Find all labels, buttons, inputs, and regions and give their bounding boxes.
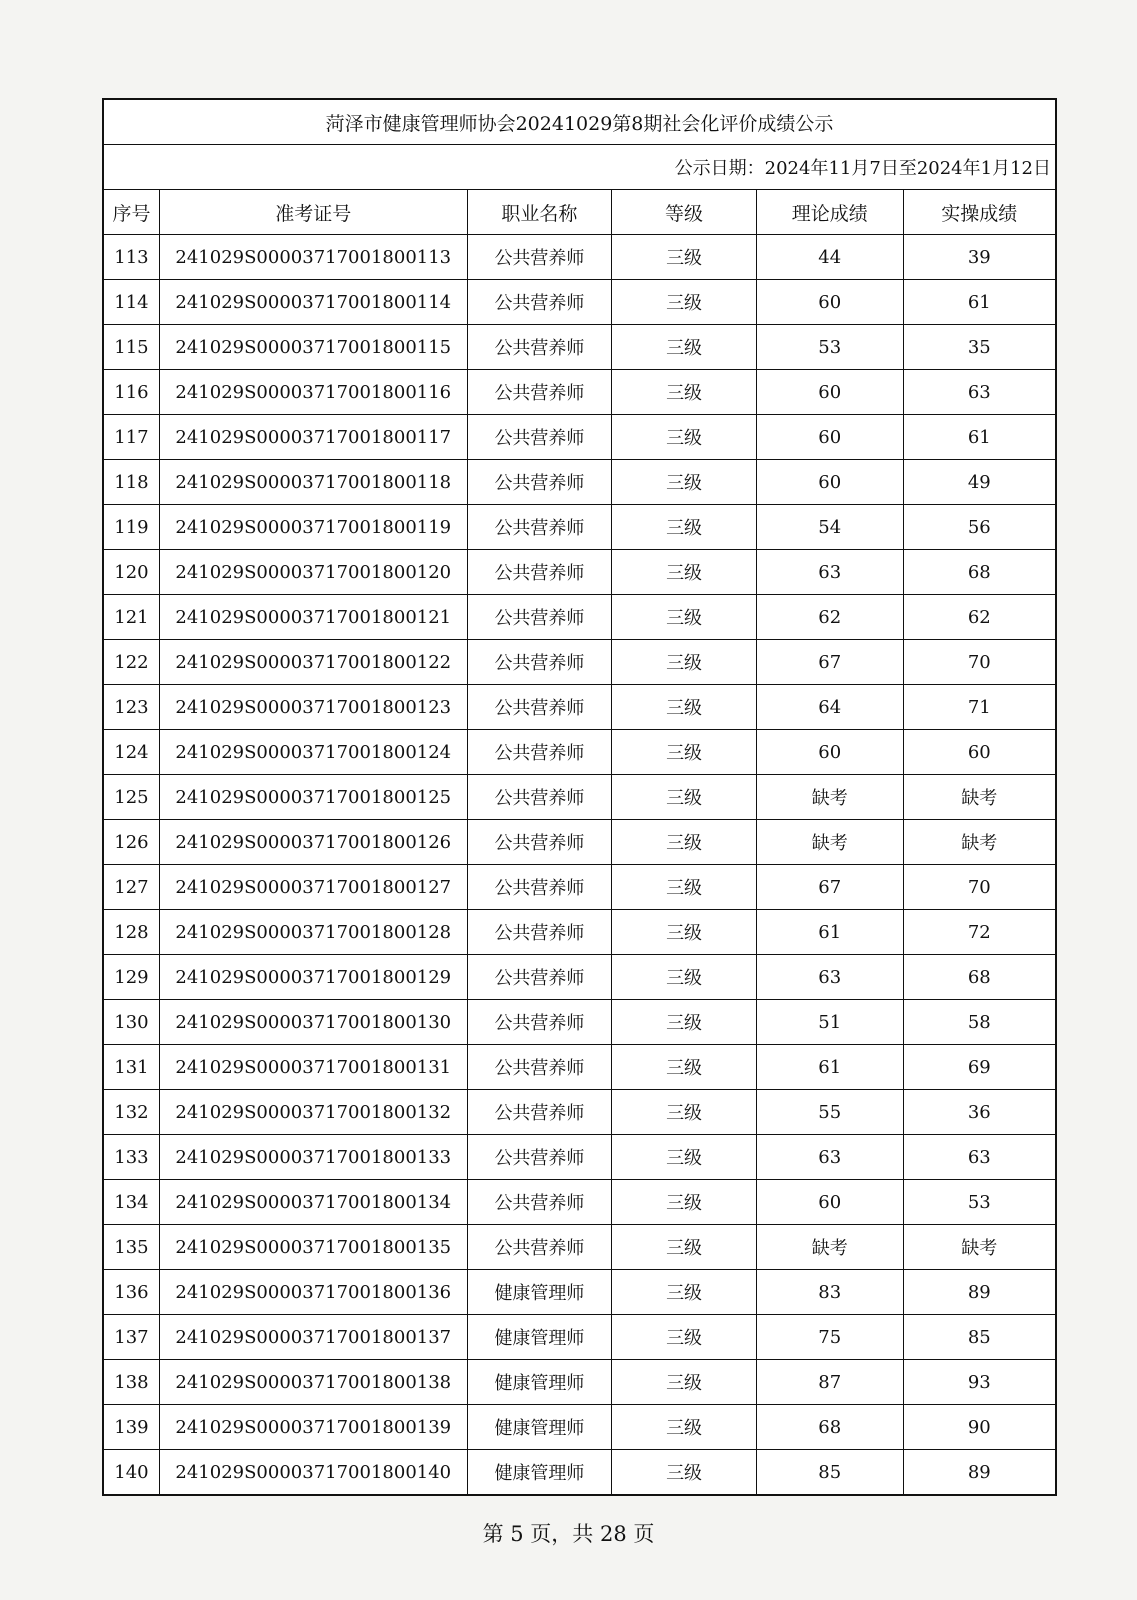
table-row: [103, 1450, 1056, 1496]
exam-id-cell: 241029S00003717001800136: [159, 1270, 467, 1315]
level-cell: 三级: [612, 1315, 757, 1360]
exam-id-cell: 241029S00003717001800124: [159, 730, 467, 775]
seq-cell: 113: [103, 235, 159, 280]
practice-score-cell: 68: [903, 955, 1056, 1000]
occupation-cell: 公共营养师: [467, 820, 612, 865]
seq-cell: 117: [103, 415, 159, 460]
exam-id-cell: 241029S00003717001800128: [159, 910, 467, 955]
level-cell: 三级: [612, 1135, 757, 1180]
level-cell: 三级: [612, 1000, 757, 1045]
table-row: [103, 1315, 1056, 1360]
exam-id-cell: 241029S00003717001800114: [159, 280, 467, 325]
theory-score-cell: 缺考: [756, 1225, 903, 1270]
table-row: [103, 1270, 1056, 1315]
practice-score-cell: 缺考: [903, 820, 1056, 865]
practice-score-cell: 36: [903, 1090, 1056, 1135]
exam-id-cell: 241029S00003717001800138: [159, 1360, 467, 1405]
level-cell: 三级: [612, 775, 757, 820]
occupation-cell: 公共营养师: [467, 910, 612, 955]
seq-cell: 140: [103, 1450, 159, 1496]
table-row: [103, 415, 1056, 460]
theory-score-cell: 51: [756, 1000, 903, 1045]
date-row: [103, 145, 1056, 190]
header-practice-score: 实操成绩: [903, 190, 1056, 235]
table-row: [103, 1360, 1056, 1405]
practice-score-cell: 90: [903, 1405, 1056, 1450]
occupation-cell: 公共营养师: [467, 955, 612, 1000]
exam-id-cell: 241029S00003717001800119: [159, 505, 467, 550]
occupation-cell: 公共营养师: [467, 280, 612, 325]
practice-score-cell: 70: [903, 865, 1056, 910]
seq-cell: 124: [103, 730, 159, 775]
practice-score-cell: 93: [903, 1360, 1056, 1405]
level-cell: 三级: [612, 550, 757, 595]
practice-score-cell: 71: [903, 685, 1056, 730]
exam-id-cell: 241029S00003717001800140: [159, 1450, 467, 1496]
exam-id-cell: 241029S00003717001800139: [159, 1405, 467, 1450]
occupation-cell: 公共营养师: [467, 1225, 612, 1270]
table-row: [103, 1090, 1056, 1135]
theory-score-cell: 62: [756, 595, 903, 640]
occupation-cell: 公共营养师: [467, 685, 612, 730]
practice-score-cell: 58: [903, 1000, 1056, 1045]
level-cell: 三级: [612, 1360, 757, 1405]
practice-score-cell: 63: [903, 370, 1056, 415]
exam-id-cell: 241029S00003717001800117: [159, 415, 467, 460]
level-cell: 三级: [612, 910, 757, 955]
level-cell: 三级: [612, 1045, 757, 1090]
theory-score-cell: 85: [756, 1450, 903, 1496]
occupation-cell: 公共营养师: [467, 1045, 612, 1090]
theory-score-cell: 63: [756, 550, 903, 595]
occupation-cell: 公共营养师: [467, 1000, 612, 1045]
theory-score-cell: 60: [756, 460, 903, 505]
occupation-cell: 公共营养师: [467, 640, 612, 685]
theory-score-cell: 75: [756, 1315, 903, 1360]
occupation-cell: 健康管理师: [467, 1405, 612, 1450]
exam-id-cell: 241029S00003717001800132: [159, 1090, 467, 1135]
table-row: [103, 775, 1056, 820]
theory-score-cell: 61: [756, 910, 903, 955]
occupation-cell: 健康管理师: [467, 1360, 612, 1405]
seq-cell: 133: [103, 1135, 159, 1180]
table-row: [103, 1045, 1056, 1090]
exam-id-cell: 241029S00003717001800129: [159, 955, 467, 1000]
occupation-cell: 公共营养师: [467, 415, 612, 460]
seq-cell: 122: [103, 640, 159, 685]
theory-score-cell: 67: [756, 865, 903, 910]
occupation-cell: 公共营养师: [467, 1180, 612, 1225]
occupation-cell: 公共营养师: [467, 370, 612, 415]
theory-score-cell: 60: [756, 1180, 903, 1225]
seq-cell: 125: [103, 775, 159, 820]
level-cell: 三级: [612, 1090, 757, 1135]
theory-score-cell: 缺考: [756, 820, 903, 865]
seq-cell: 120: [103, 550, 159, 595]
table-row: [103, 505, 1056, 550]
theory-score-cell: 60: [756, 730, 903, 775]
seq-cell: 123: [103, 685, 159, 730]
header-exam-id: 准考证号: [159, 190, 467, 235]
page-footer: 第 5 页，共 28 页: [482, 1522, 655, 1546]
practice-score-cell: 89: [903, 1270, 1056, 1315]
level-cell: 三级: [612, 640, 757, 685]
level-cell: 三级: [612, 1180, 757, 1225]
table-row: [103, 1405, 1056, 1450]
table-row: [103, 640, 1056, 685]
theory-score-cell: 缺考: [756, 775, 903, 820]
practice-score-cell: 49: [903, 460, 1056, 505]
level-cell: 三级: [612, 415, 757, 460]
practice-score-cell: 70: [903, 640, 1056, 685]
occupation-cell: 公共营养师: [467, 1135, 612, 1180]
practice-score-cell: 61: [903, 280, 1056, 325]
practice-score-cell: 89: [903, 1450, 1056, 1496]
theory-score-cell: 63: [756, 1135, 903, 1180]
theory-score-cell: 87: [756, 1360, 903, 1405]
occupation-cell: 公共营养师: [467, 595, 612, 640]
practice-score-cell: 69: [903, 1045, 1056, 1090]
score-table: [102, 98, 1057, 1496]
occupation-cell: 公共营养师: [467, 1090, 612, 1135]
practice-score-cell: 53: [903, 1180, 1056, 1225]
exam-id-cell: 241029S00003717001800131: [159, 1045, 467, 1090]
level-cell: 三级: [612, 325, 757, 370]
seq-cell: 116: [103, 370, 159, 415]
seq-cell: 131: [103, 1045, 159, 1090]
occupation-cell: 公共营养师: [467, 460, 612, 505]
level-cell: 三级: [612, 505, 757, 550]
table-row: [103, 1135, 1056, 1180]
table-row: [103, 910, 1056, 955]
level-cell: 三级: [612, 235, 757, 280]
table-row: [103, 1180, 1056, 1225]
exam-id-cell: 241029S00003717001800133: [159, 1135, 467, 1180]
seq-cell: 128: [103, 910, 159, 955]
seq-cell: 129: [103, 955, 159, 1000]
level-cell: 三级: [612, 865, 757, 910]
seq-cell: 127: [103, 865, 159, 910]
theory-score-cell: 68: [756, 1405, 903, 1450]
practice-score-cell: 72: [903, 910, 1056, 955]
seq-cell: 118: [103, 460, 159, 505]
level-cell: 三级: [612, 685, 757, 730]
level-cell: 三级: [612, 1405, 757, 1450]
level-cell: 三级: [612, 1225, 757, 1270]
seq-cell: 126: [103, 820, 159, 865]
exam-id-cell: 241029S00003717001800115: [159, 325, 467, 370]
practice-score-cell: 61: [903, 415, 1056, 460]
practice-score-cell: 39: [903, 235, 1056, 280]
practice-score-cell: 63: [903, 1135, 1056, 1180]
header-row: [103, 190, 1056, 235]
practice-score-cell: 85: [903, 1315, 1056, 1360]
occupation-cell: 公共营养师: [467, 730, 612, 775]
table-row: [103, 595, 1056, 640]
theory-score-cell: 61: [756, 1045, 903, 1090]
seq-cell: 114: [103, 280, 159, 325]
theory-score-cell: 63: [756, 955, 903, 1000]
level-cell: 三级: [612, 595, 757, 640]
theory-score-cell: 60: [756, 370, 903, 415]
level-cell: 三级: [612, 730, 757, 775]
exam-id-cell: 241029S00003717001800116: [159, 370, 467, 415]
table-row: [103, 1225, 1056, 1270]
practice-score-cell: 68: [903, 550, 1056, 595]
seq-cell: 115: [103, 325, 159, 370]
level-cell: 三级: [612, 1270, 757, 1315]
table-row: [103, 550, 1056, 595]
occupation-cell: 公共营养师: [467, 505, 612, 550]
exam-id-cell: 241029S00003717001800137: [159, 1315, 467, 1360]
table-row: [103, 865, 1056, 910]
level-cell: 三级: [612, 1450, 757, 1496]
theory-score-cell: 54: [756, 505, 903, 550]
table-row: [103, 370, 1056, 415]
practice-score-cell: 缺考: [903, 1225, 1056, 1270]
exam-id-cell: 241029S00003717001800130: [159, 1000, 467, 1045]
seq-cell: 134: [103, 1180, 159, 1225]
theory-score-cell: 60: [756, 280, 903, 325]
practice-score-cell: 56: [903, 505, 1056, 550]
occupation-cell: 公共营养师: [467, 235, 612, 280]
occupation-cell: 公共营养师: [467, 325, 612, 370]
table-row: [103, 685, 1056, 730]
exam-id-cell: 241029S00003717001800122: [159, 640, 467, 685]
seq-cell: 139: [103, 1405, 159, 1450]
exam-id-cell: 241029S00003717001800126: [159, 820, 467, 865]
practice-score-cell: 62: [903, 595, 1056, 640]
seq-cell: 130: [103, 1000, 159, 1045]
practice-score-cell: 60: [903, 730, 1056, 775]
document-title: 菏泽市健康管理师协会20241029第8期社会化评价成绩公示: [103, 99, 1056, 145]
occupation-cell: 公共营养师: [467, 865, 612, 910]
table-row: [103, 280, 1056, 325]
header-seq: 序号: [103, 190, 159, 235]
seq-cell: 121: [103, 595, 159, 640]
theory-score-cell: 64: [756, 685, 903, 730]
notice-date: 公示日期：2024年11月7日至2024年1月12日: [103, 145, 1056, 190]
exam-id-cell: 241029S00003717001800118: [159, 460, 467, 505]
seq-cell: 136: [103, 1270, 159, 1315]
occupation-cell: 公共营养师: [467, 775, 612, 820]
seq-cell: 135: [103, 1225, 159, 1270]
table-row: [103, 325, 1056, 370]
level-cell: 三级: [612, 280, 757, 325]
seq-cell: 137: [103, 1315, 159, 1360]
header-theory-score: 理论成绩: [756, 190, 903, 235]
theory-score-cell: 60: [756, 415, 903, 460]
theory-score-cell: 67: [756, 640, 903, 685]
exam-id-cell: 241029S00003717001800123: [159, 685, 467, 730]
exam-id-cell: 241029S00003717001800121: [159, 595, 467, 640]
theory-score-cell: 44: [756, 235, 903, 280]
occupation-cell: 公共营养师: [467, 550, 612, 595]
seq-cell: 132: [103, 1090, 159, 1135]
level-cell: 三级: [612, 955, 757, 1000]
exam-id-cell: 241029S00003717001800134: [159, 1180, 467, 1225]
occupation-cell: 健康管理师: [467, 1450, 612, 1496]
theory-score-cell: 53: [756, 325, 903, 370]
theory-score-cell: 55: [756, 1090, 903, 1135]
practice-score-cell: 35: [903, 325, 1056, 370]
exam-id-cell: 241029S00003717001800113: [159, 235, 467, 280]
level-cell: 三级: [612, 370, 757, 415]
table-row: [103, 235, 1056, 280]
header-level: 等级: [612, 190, 757, 235]
seq-cell: 138: [103, 1360, 159, 1405]
practice-score-cell: 缺考: [903, 775, 1056, 820]
header-occupation: 职业名称: [467, 190, 612, 235]
occupation-cell: 健康管理师: [467, 1270, 612, 1315]
exam-id-cell: 241029S00003717001800127: [159, 865, 467, 910]
occupation-cell: 健康管理师: [467, 1315, 612, 1360]
table-row: [103, 730, 1056, 775]
exam-id-cell: 241029S00003717001800135: [159, 1225, 467, 1270]
table-row: [103, 1000, 1056, 1045]
table-row: [103, 460, 1056, 505]
title-row: [103, 99, 1056, 145]
exam-id-cell: 241029S00003717001800120: [159, 550, 467, 595]
table-row: [103, 820, 1056, 865]
level-cell: 三级: [612, 460, 757, 505]
seq-cell: 119: [103, 505, 159, 550]
theory-score-cell: 83: [756, 1270, 903, 1315]
table-row: [103, 955, 1056, 1000]
level-cell: 三级: [612, 820, 757, 865]
exam-id-cell: 241029S00003717001800125: [159, 775, 467, 820]
